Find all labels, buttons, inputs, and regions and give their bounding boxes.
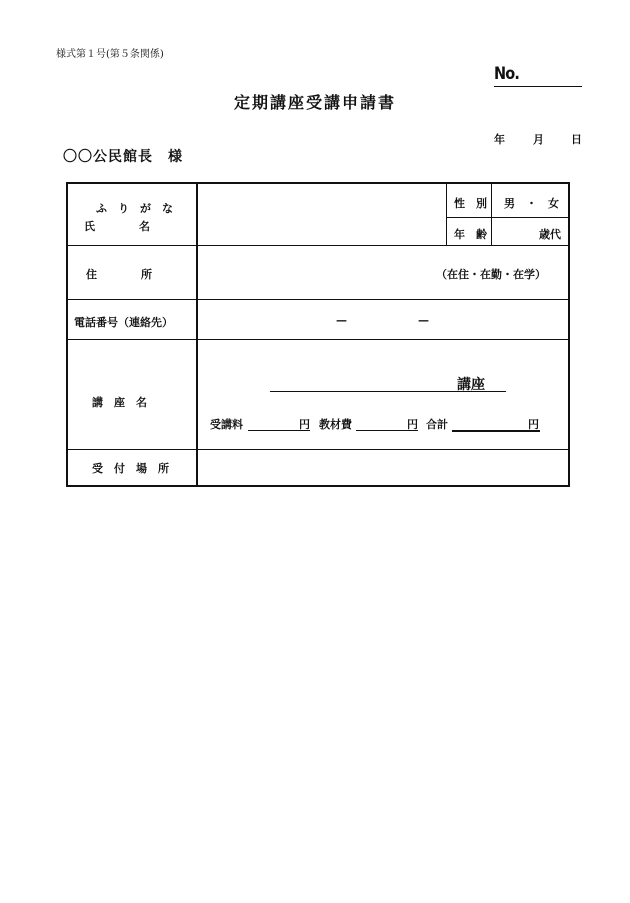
- name-label: 氏 名: [84, 220, 150, 233]
- yen-label: 円: [299, 418, 310, 431]
- residency-options[interactable]: （在住・在勤・在学）: [436, 268, 546, 281]
- phone-label: 電話番号（連絡先）: [74, 316, 173, 329]
- gender-label: 性 別: [454, 197, 487, 210]
- total-label: 合計: [426, 418, 448, 431]
- date-day-label: 日: [571, 133, 582, 146]
- course-suffix: 講座: [457, 377, 485, 393]
- yen-label: 円: [407, 418, 418, 431]
- gender-options[interactable]: 男 ・ 女: [504, 197, 559, 210]
- date-month-label: 月: [533, 133, 544, 146]
- application-form-table: [66, 182, 570, 487]
- date-year-label: 年: [494, 133, 505, 146]
- total-input[interactable]: [452, 416, 540, 432]
- materials-label: 教材費: [319, 418, 352, 431]
- phone-dash: —: [418, 314, 429, 327]
- addressee: 〇〇公民館長 様: [63, 149, 183, 165]
- gender-age-divider: [446, 184, 447, 245]
- phone-dash: —: [336, 314, 347, 327]
- page-title: 定期講座受講申請書: [233, 93, 396, 112]
- row-divider: [68, 339, 568, 340]
- gender-age-divider: [491, 184, 492, 245]
- furigana-label: ふ り が な: [96, 202, 173, 215]
- form-number: 様式第１号(第５条関係): [56, 49, 164, 60]
- number-field[interactable]: [494, 66, 582, 87]
- yen-label: 円: [528, 418, 539, 431]
- address-label: 住 所: [86, 268, 152, 281]
- reception-label: 受 付 場 所: [92, 462, 169, 475]
- name-input[interactable]: [198, 184, 444, 245]
- reception-input[interactable]: [198, 450, 568, 485]
- age-suffix: 歳代: [539, 228, 561, 241]
- course-label: 講 座 名: [92, 396, 147, 409]
- number-label: No.: [494, 64, 519, 84]
- phone-input[interactable]: [198, 300, 568, 339]
- age-label: 年 齢: [454, 228, 487, 241]
- tuition-label: 受講料: [210, 418, 243, 431]
- gender-age-divider: [446, 217, 568, 218]
